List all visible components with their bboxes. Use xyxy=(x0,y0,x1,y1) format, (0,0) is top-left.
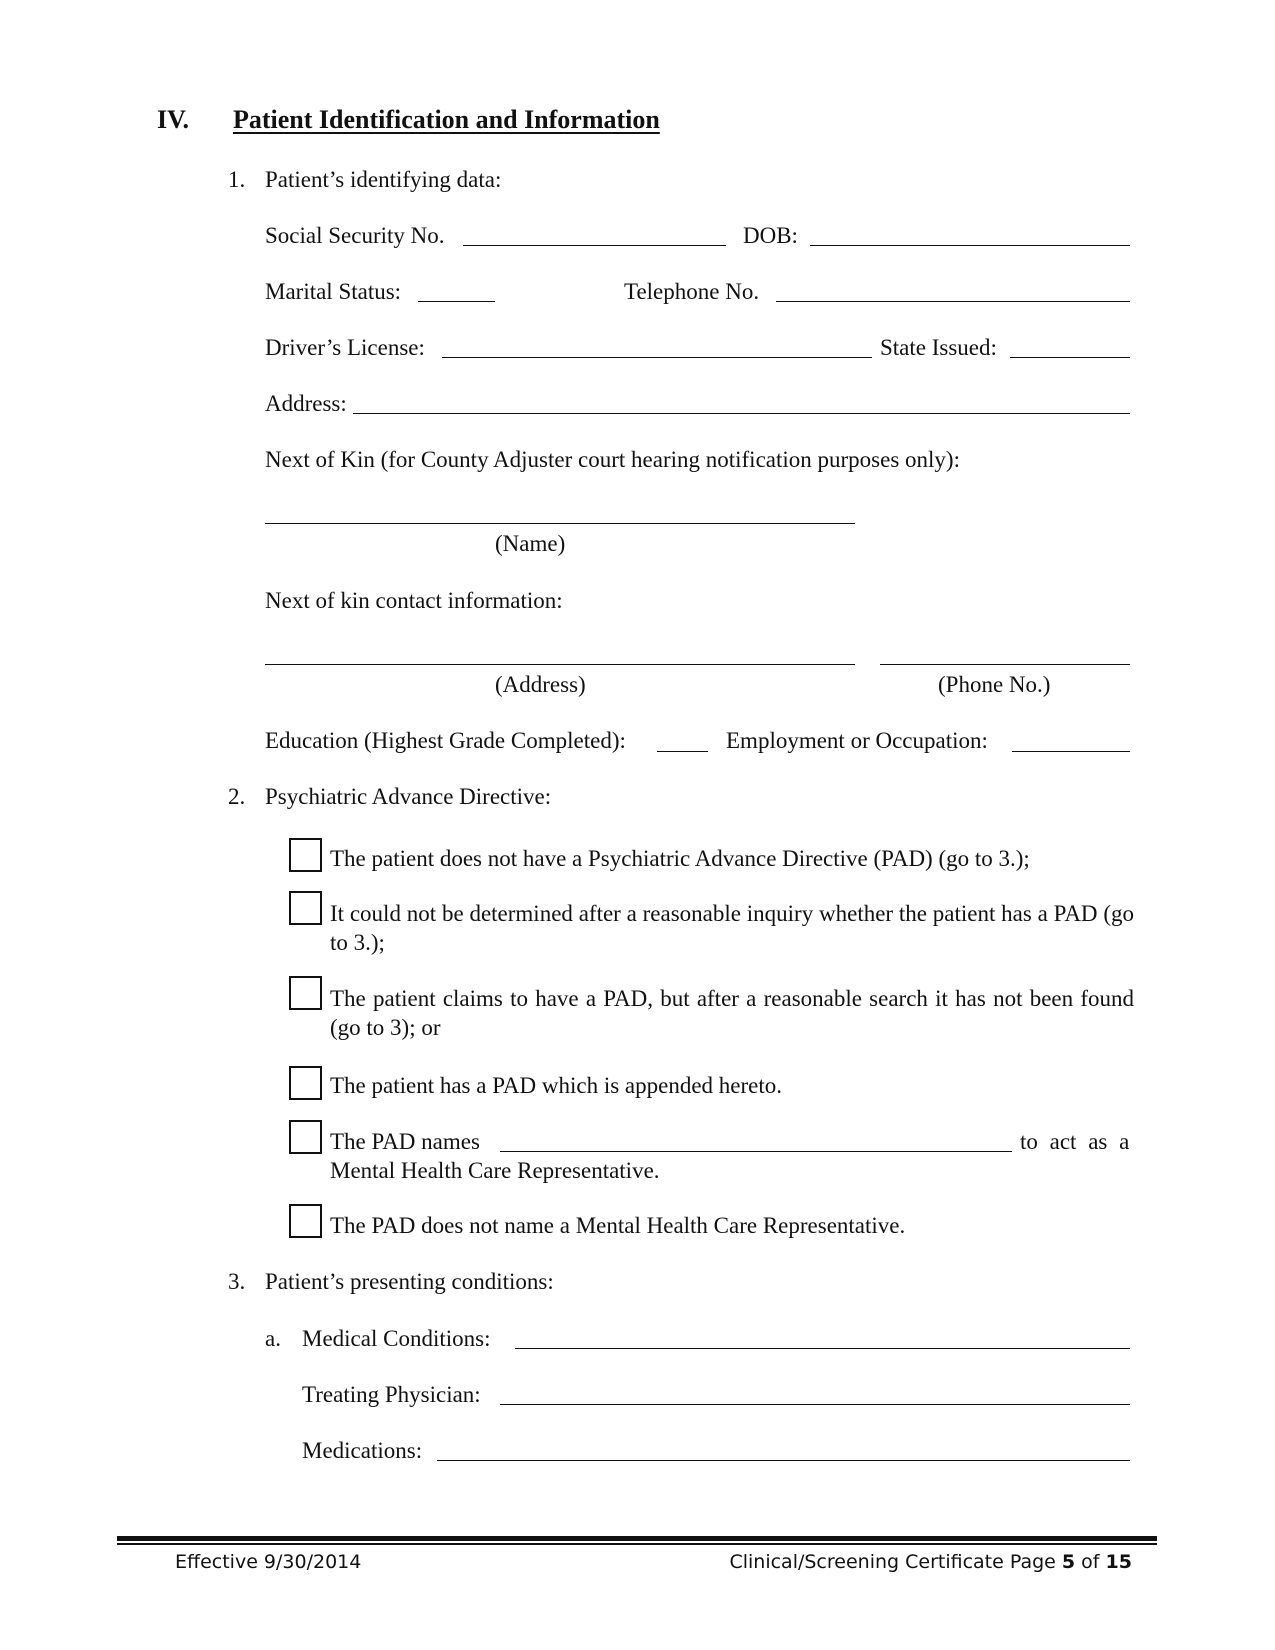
next-of-kin-label: Next of Kin (for County Adjuster court hearing notification purposes only): xyxy=(265,447,960,472)
treating-physician-field[interactable] xyxy=(500,1404,1130,1405)
pad-option-4-text: The patient has a PAD which is appended hereto. xyxy=(330,1073,783,1098)
q3a-label: a. xyxy=(265,1326,281,1351)
footer-rule-thin xyxy=(117,1543,1157,1545)
footer-page-of: of xyxy=(1081,1551,1100,1573)
pad-option-5-line2: Mental Health Care Representative. xyxy=(330,1158,660,1183)
name-caption: (Name) xyxy=(495,531,566,556)
state-issued-label: State Issued: xyxy=(880,335,997,360)
pad-option-1-text: The patient does not have a Psychiatric Advance Directive (PAD) (go to 3.); xyxy=(330,846,1030,871)
drivers-license-label: Driver’s License: xyxy=(265,335,425,360)
address-caption: (Address) xyxy=(495,672,586,697)
section-number: IV. xyxy=(157,105,190,134)
next-of-kin-name-field[interactable] xyxy=(265,523,855,524)
footer-effective-date: Effective 9/30/2014 xyxy=(175,1551,362,1573)
address-label: Address: xyxy=(265,391,347,416)
q3-text: Patient’s presenting conditions: xyxy=(265,1269,554,1294)
q3-number: 3. xyxy=(228,1269,246,1294)
pad-option-5-tail: to act as a xyxy=(1020,1129,1130,1154)
footer-rule xyxy=(117,1536,1157,1541)
pad-option-5-checkbox[interactable] xyxy=(289,1120,322,1154)
next-of-kin-contact-label: Next of kin contact information: xyxy=(265,588,563,613)
pad-option-6-checkbox[interactable] xyxy=(289,1204,322,1238)
pad-option-2-checkbox[interactable] xyxy=(289,891,322,925)
pad-option-4-checkbox[interactable] xyxy=(289,1066,322,1100)
dob-field[interactable] xyxy=(810,245,1130,246)
representative-name-field[interactable] xyxy=(500,1151,1012,1152)
dob-label: DOB: xyxy=(743,223,798,248)
pad-option-3-checkbox[interactable] xyxy=(289,976,322,1010)
pad-option-3-text: The patient claims to have a PAD, but after a reasonable search it has not been found (go to 3); or xyxy=(330,986,1134,1040)
employment-field[interactable] xyxy=(1012,751,1130,752)
medical-conditions-field[interactable] xyxy=(515,1348,1130,1349)
education-label: Education (Highest Grade Completed): xyxy=(265,728,626,753)
medical-conditions-label: Medical Conditions: xyxy=(302,1326,491,1351)
pad-option-1-checkbox[interactable] xyxy=(289,838,322,872)
drivers-license-field[interactable] xyxy=(442,357,872,358)
state-issued-field[interactable] xyxy=(1010,357,1130,358)
footer-page-prefix: Clinical/Screening Certificate Page xyxy=(729,1551,1056,1573)
education-field[interactable] xyxy=(657,751,708,752)
pad-option-6-text: The PAD does not name a Mental Health Care Representative. xyxy=(330,1213,906,1238)
phone-caption: (Phone No.) xyxy=(938,672,1051,697)
marital-status-label: Marital Status: xyxy=(265,279,402,304)
next-of-kin-address-field[interactable] xyxy=(265,664,855,665)
marital-status-field[interactable] xyxy=(418,301,495,302)
pad-option-5-text: The PAD names xyxy=(330,1129,480,1154)
q2-text: Psychiatric Advance Directive: xyxy=(265,784,552,809)
employment-label: Employment or Occupation: xyxy=(726,728,988,753)
footer-page-total: 15 xyxy=(1105,1551,1132,1573)
telephone-field[interactable] xyxy=(776,301,1130,302)
medications-field[interactable] xyxy=(437,1460,1130,1461)
ssn-field[interactable] xyxy=(463,245,726,246)
ssn-label: Social Security No. xyxy=(265,223,445,248)
q2-number: 2. xyxy=(228,784,246,809)
address-field[interactable] xyxy=(353,413,1130,414)
footer-page-info xyxy=(729,1551,1132,1573)
telephone-label: Telephone No. xyxy=(624,279,760,304)
q1-text: Patient’s identifying data: xyxy=(265,167,502,192)
medications-label: Medications: xyxy=(302,1438,423,1463)
section-title: Patient Identification and Information xyxy=(233,105,660,134)
treating-physician-label: Treating Physician: xyxy=(302,1382,481,1407)
q1-number: 1. xyxy=(228,167,246,192)
pad-option-2-text: It could not be determined after a reasonable inquiry whether the patient has a PAD (go to 3.); xyxy=(330,901,1134,955)
next-of-kin-phone-field[interactable] xyxy=(880,664,1130,665)
footer-page-current: 5 xyxy=(1061,1551,1076,1573)
